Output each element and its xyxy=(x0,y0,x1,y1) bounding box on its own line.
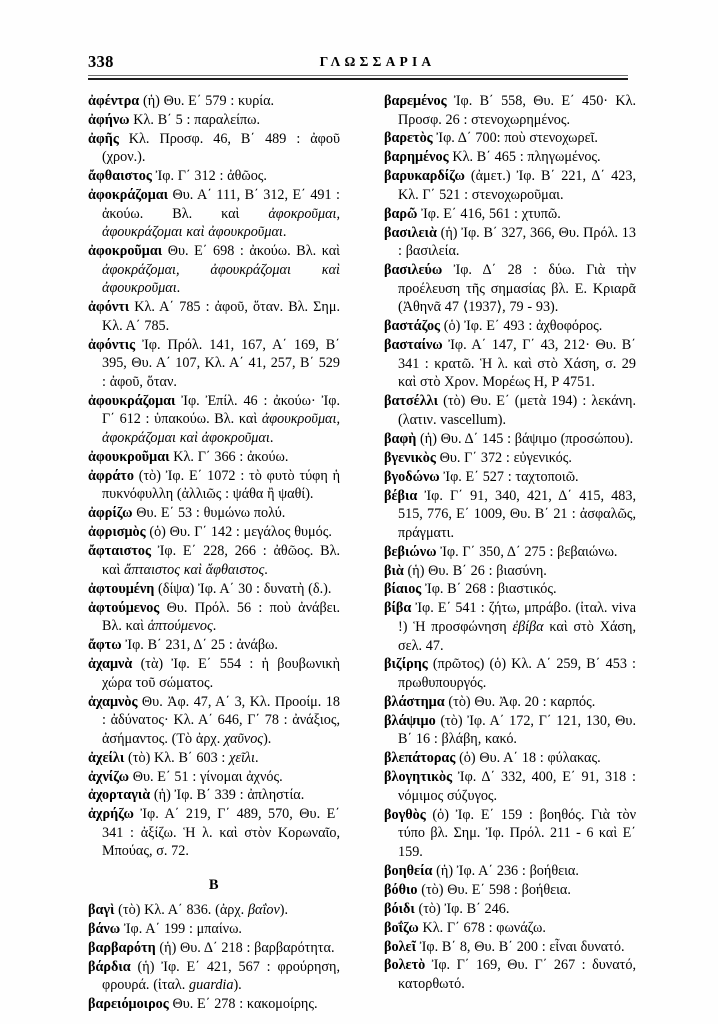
entry-cross-reference: ἀφουκροῦμαι, ἀφοκράζομαι καὶ ἀφοκροῦμαι xyxy=(102,411,340,446)
entry-cross-reference: ἁπτούμενος xyxy=(147,618,213,635)
entry-definition-tail: . xyxy=(255,749,259,766)
entry-definition: Ἰφ. Δ΄ 28 : δύω. Γιὰ τὴν προέλευση τῆς σημασίας βλ. Ε. Κριαρᾶ (Ἀθηνᾶ 47 ⟨1937⟩, 79 - 93). xyxy=(398,262,636,316)
entry-headword: ἀχρήζω xyxy=(88,806,134,823)
entry-headword: ἀφόντι xyxy=(88,299,130,316)
entry-headword: βγοδώνω xyxy=(384,468,440,485)
letter-section-heading: Β xyxy=(208,877,220,894)
entry-definition: Θυ. Πρόλ. 56 : ποὺ ἀνάβει. Βλ. καὶ xyxy=(102,599,340,635)
glossary-entry xyxy=(88,901,340,920)
entry-definition: Ἰφ. Δ΄ 332, 400, Ε΄ 91, 318 : νόμιμος σύζυγος. xyxy=(398,769,636,804)
glossary-entry xyxy=(88,768,340,787)
glossary-entry xyxy=(384,205,636,224)
glossary-entry xyxy=(88,167,340,186)
entry-headword: βογθὸς xyxy=(384,806,426,823)
glossary-entry xyxy=(88,580,340,599)
entry-definition: Ἰφ. Γ΄ 169, Θυ. Γ΄ 267 : δυνατό, κατορθωτό. xyxy=(398,957,636,993)
entry-definition: Κλ. Β΄ 465 : πληγωμένος. xyxy=(448,149,601,166)
entry-definition: Κλ. Γ΄ 678 : φωνάζω. xyxy=(418,919,546,936)
glossary-entry xyxy=(88,655,340,692)
header-rule xyxy=(88,78,628,80)
entry-headword: βαφὴ xyxy=(384,430,417,447)
entry-cross-reference: χαῦνος xyxy=(224,730,264,747)
entry-headword: ἀφῆς xyxy=(88,130,119,147)
entry-headword: βοΐζω xyxy=(384,919,419,936)
entry-definition: (ἡ) Θυ. Δ΄ 218 : βαρβαρότητα. xyxy=(155,939,335,956)
glossary-entry xyxy=(384,487,636,543)
entry-definition: Ἰφ. Πρόλ. 141, 167, Α΄ 169, Β΄ 395, Θυ. Α΄ 107, Κλ. Α΄ 41, 257, Β΄ 529 : ἀφοῦ, ὅταν. xyxy=(102,336,340,390)
glossary-entry xyxy=(384,543,636,562)
entry-headword: βαρημένος xyxy=(384,149,449,166)
glossary-entry xyxy=(88,920,340,939)
glossary-entry xyxy=(384,562,636,581)
glossary-entry xyxy=(88,805,340,861)
entry-headword: βεβιώνω xyxy=(384,543,437,560)
glossary-entry xyxy=(384,881,636,900)
entry-definition: (ἡ) Θυ. Β΄ 26 : βιασύνη. xyxy=(403,562,547,579)
glossary-entry xyxy=(384,317,636,336)
entry-definition: (ἡ) Ἰφ. Ε΄ 421, 567 : φρούρηση, φρουρά. (ἰταλ. xyxy=(102,958,340,994)
entry-definition: Κλ. Γ΄ 366 : ἀκούω. xyxy=(169,448,289,465)
left-column xyxy=(88,92,340,1014)
glossary-entry xyxy=(88,130,340,167)
glossary-entry xyxy=(88,749,340,768)
entry-headword: βάνω xyxy=(88,920,121,937)
entry-definition: Θυ. Ε΄ 278 : κακομοίρης. xyxy=(168,996,318,1013)
entry-definition: Ἰφ. Γ΄ 312 : ἀθῶος. xyxy=(151,168,267,185)
entry-headword: βαρυκαρδίζω xyxy=(384,168,465,185)
glossary-entry xyxy=(384,749,636,768)
right-column-entries xyxy=(384,92,636,994)
entry-definition: (ἡ) Θυ. Δ΄ 145 : βάψιμο (προσώπου). xyxy=(416,430,634,447)
entry-headword: βγενικὸς xyxy=(384,449,436,466)
entry-headword: βάρδια xyxy=(88,958,131,975)
entry-headword: βέβια xyxy=(384,487,418,504)
running-head-title: ΓΛΩΣΣΑΡΙΑ xyxy=(319,54,436,69)
entry-definition: (τὸ) Ἰφ. Α΄ 172, Γ΄ 121, 130, Θυ. Β΄ 16 : βλάβη, κακό. xyxy=(398,712,636,748)
page-number: 338 xyxy=(88,52,114,71)
entry-definition-tail: . xyxy=(212,618,217,635)
entry-definition: Ἰφ. Ε΄ 228, 266 : ἀθῶος. Βλ. καὶ xyxy=(102,543,340,578)
entry-definition: (ὁ) Ἰφ. Ε΄ 493 : ἀχθοφόρος. xyxy=(440,318,603,335)
glossary-entry xyxy=(88,392,340,448)
entry-headword: βασταίνω xyxy=(384,337,443,354)
entry-headword: ἀφρίζω xyxy=(88,505,133,522)
header-rule-thin xyxy=(88,75,628,76)
glossary-entry xyxy=(384,919,636,938)
entry-headword: ἀχαμνὰ xyxy=(88,656,133,673)
entry-definition: (ἡ) Θυ. Ε΄ 579 : κυρία. xyxy=(139,93,275,109)
entry-cross-reference: guardia xyxy=(189,977,234,994)
entry-definition: Ἰφ. Β΄ 558, Θυ. Ε΄ 450· Κλ. Προσφ. 26 : στενοχωρημένος. xyxy=(398,93,636,128)
glossary-entry xyxy=(88,111,340,130)
entry-headword: βιζίρης xyxy=(384,656,428,673)
glossary-entry xyxy=(384,449,636,468)
entry-definition: Ἰφ. Γ΄ 91, 340, 421, Δ΄ 415, 483, 515, 776, Ε΄ 1009, Θυ. Β΄ 21 : ἀσφαλῶς, πράγματι. xyxy=(398,487,636,541)
glossary-entry xyxy=(384,599,636,655)
glossary-entry xyxy=(88,298,340,335)
entry-definition-tail: ). xyxy=(263,730,272,747)
glossary-entry xyxy=(88,542,340,579)
glossary-entry xyxy=(88,995,340,1014)
entry-definition: Θυ. Α΄ 111, Β΄ 312, Ε΄ 491 : ἀκούω. Βλ. καὶ xyxy=(102,187,340,222)
entry-definition: Ἰφ. Ἐπίλ. 46 : ἀκούω· Ἰφ. Γ΄ 612 : ὑπακούω. Βλ. καὶ xyxy=(102,392,340,428)
entry-definition: Θυ. Ε΄ 53 : θυμώνω πολύ. xyxy=(132,505,286,522)
glossary-entry xyxy=(384,712,636,749)
glossary-entry xyxy=(384,430,636,449)
glossary-entry xyxy=(384,392,636,429)
entry-definition: Ἰφ. Ε΄ 416, 561 : χτυπῶ. xyxy=(417,205,561,222)
glossary-entry xyxy=(384,806,636,862)
glossary-entry xyxy=(384,92,636,129)
entry-definition-tail: . xyxy=(176,280,181,297)
entry-headword: ἀφρισμὸς xyxy=(88,524,146,541)
entry-headword: ἀφοκροῦμαι xyxy=(88,243,163,260)
glossary-entry xyxy=(88,467,340,504)
entry-definition: Κλ. Προσφ. 46, Β΄ 489 : ἀφοῦ (χρον.). xyxy=(102,130,340,166)
entry-cross-reference: ἀφοκράζομαι, ἀφουκράζομαι καὶ ἀφουκροῦμαι xyxy=(102,261,340,297)
entry-headword: ἀχείλι xyxy=(88,749,125,766)
glossary-entry xyxy=(384,900,636,919)
entry-headword: βατσέλλι xyxy=(384,393,439,410)
entry-definition-tail: . xyxy=(269,429,274,446)
glossary-entry xyxy=(384,167,636,204)
glossary-entry xyxy=(88,336,340,392)
entry-definition: Ἰφ. Ε΄ 541 : ζήτω, μπράβο. (ἰταλ. viva !) Ἡ προσφώνηση xyxy=(398,600,636,635)
entry-headword: ἀφουκροῦμαι xyxy=(88,448,170,465)
entry-headword: ἀφοκράζομαι xyxy=(88,187,169,204)
entry-headword: βαρειόμοιρος xyxy=(88,996,169,1013)
entry-definition: (τὸ) Θυ. Ε΄ 598 : βοήθεια. xyxy=(417,881,571,898)
glossary-entry xyxy=(384,655,636,692)
entry-definition: (δίψα) Ἰφ. Α΄ 30 : δυνατὴ (δ.). xyxy=(154,580,332,597)
entry-definition-tail: καὶ στὸ Χάση, σελ. 47. xyxy=(398,618,636,654)
entry-headword: βασιλειὰ xyxy=(384,224,437,241)
entry-cross-reference: χεῖλι xyxy=(229,749,255,766)
entry-headword: ἄφθαιστος xyxy=(88,168,152,185)
entry-headword: βλάψιμο xyxy=(384,712,436,729)
entry-headword: ἀχνίζω xyxy=(88,768,129,785)
glossary-entry xyxy=(384,468,636,487)
entry-definition-tail: . xyxy=(264,561,268,578)
entry-headword: ἀφτούμενος xyxy=(88,599,160,616)
entry-definition: Ἰφ. Α΄ 147, Γ΄ 43, 212· Θυ. Β΄ 341 : κρατῶ. Ἡ λ. καὶ στὸ Χάση, σ. 29 καὶ στὸ Χρον. Μορέως Η, Ρ 4751. xyxy=(398,337,636,391)
entry-headword: ἀφέντρα xyxy=(88,93,140,109)
entry-headword: βαρβαρότη xyxy=(88,939,156,956)
glossary-entry xyxy=(384,580,636,599)
glossary-entry xyxy=(88,186,340,242)
entry-definition: Ἰφ. Α΄ 219, Γ΄ 489, 570, Θυ. Ε΄ 341 : ἀξίζω. Ἡ λ. καὶ στὸν Κορωναῖο, Μπούας, σ. 72. xyxy=(102,806,340,860)
glossary-entry xyxy=(88,786,340,805)
entry-headword: ἄφταιστος xyxy=(88,543,151,560)
glossary-entry xyxy=(88,939,340,958)
entry-cross-reference: ἐβίβα xyxy=(512,618,544,635)
entry-definition: Θυ. Ἀφ. 47, Α΄ 3, Κλ. Προοίμ. 18 : ἀδύνατος· Κλ. Α΄ 646, Γ΄ 78 : ἀνάξιος, ἀσήμαντος. (Τὸ ἀρχ. xyxy=(102,693,340,747)
glossary-entry xyxy=(384,956,636,993)
glossary-entry xyxy=(384,862,636,881)
entry-headword: βαγὶ xyxy=(88,902,115,919)
entry-definition-tail: ). xyxy=(279,902,289,919)
entry-headword: βολεῖ xyxy=(384,938,416,955)
entry-headword: ἀφράτο xyxy=(88,467,134,484)
entry-headword: ἀχορταγιὰ xyxy=(88,787,151,804)
entry-definition: (ἡ) Ἰφ. Α΄ 236 : βοήθεια. xyxy=(432,862,579,879)
glossary-entry xyxy=(384,938,636,957)
entry-definition: (ἡ) Ἰφ. Β΄ 339 : ἀπληστία. xyxy=(150,787,305,804)
entry-definition: (τὸ) Ἰφ. Ε΄ 1072 : τὸ φυτὸ τύφη ἡ πυκνόφυλλη (ἀλλιῶς : ψάθα ἢ ψαθί). xyxy=(102,467,340,503)
left-column-entries-b xyxy=(88,901,340,1014)
entry-definition: (τὸ) Ἰφ. Β΄ 246. xyxy=(414,900,510,917)
right-column xyxy=(384,92,636,1014)
entry-headword: ἀφτουμένη xyxy=(88,580,155,597)
entry-headword: βόθιο xyxy=(384,881,418,898)
entry-definition: (τὸ) Θυ. Ε΄ (μετὰ 194) : λεκάνη. (λατιν. vascellum). xyxy=(398,393,636,428)
entry-headword: βοηθεία xyxy=(384,862,433,879)
entry-headword: βαρῶ xyxy=(384,205,418,222)
glossary-entry xyxy=(384,768,636,805)
glossary-entry xyxy=(88,523,340,542)
entry-definition: Ἰφ. Γ΄ 350, Δ΄ 275 : βεβαιώνω. xyxy=(436,543,618,560)
entry-definition: (τὰ) Ἰφ. Ε΄ 554 : ἡ βουβωνικὴ χώρα τοῦ σώματος. xyxy=(102,656,340,691)
glossary-entry xyxy=(88,92,340,111)
left-column-entries-a xyxy=(88,92,340,861)
glossary-entry xyxy=(88,958,340,995)
entry-headword: βλάστημα xyxy=(384,693,445,710)
entry-definition: (τὸ) Κλ. Β΄ 603 : xyxy=(124,749,230,766)
glossary-entry xyxy=(88,242,340,298)
entry-definition: Ἰφ. Β΄ 8, Θυ. Β΄ 200 : εἶναι δυνατό. xyxy=(416,938,625,955)
entry-definition: (ὁ) Ἰφ. Ε΄ 159 : βοηθός. Γιὰ τὸν τύπο βλ. Σημ. Ἰφ. Πρόλ. 211 - 6 καὶ Ε΄ 159. xyxy=(398,806,636,860)
entry-headword: ἀφουκράζομαι xyxy=(88,392,176,409)
entry-definition: Θυ. Ε΄ 51 : γίνομαι ἀχνός. xyxy=(128,768,283,785)
entry-definition: (πρῶτος) (ὁ) Κλ. Α΄ 259, Β΄ 453 : πρωθυπουργός. xyxy=(398,656,636,691)
entry-definition: Κλ. Α΄ 785 : ἀφοῦ, ὅταν. Βλ. Σημ. Κλ. Α΄ 785. xyxy=(102,299,340,334)
glossary-entry xyxy=(384,336,636,392)
entry-definition: Θυ. Ε΄ 698 : ἀκούω. Βλ. καὶ xyxy=(162,243,340,260)
glossary-entry xyxy=(384,148,636,167)
glossary-entry xyxy=(384,129,636,148)
entry-headword: βασιλεύω xyxy=(384,262,443,279)
entry-headword: ἀφόντις xyxy=(88,336,136,353)
entry-headword: ἄφτω xyxy=(88,637,122,654)
entry-headword: βόιδι xyxy=(384,900,415,917)
entry-headword: βλογητικὸς xyxy=(384,769,453,786)
entry-definition-tail: ). xyxy=(233,977,242,994)
entry-definition: Ἰφ. Β΄ 268 : βιαστικός. xyxy=(421,581,557,598)
entry-definition: (τὸ) Κλ. Α΄ 836. (ἀρχ. xyxy=(114,902,248,919)
entry-definition: Ἰφ. Α΄ 199 : μπαίνω. xyxy=(120,920,242,937)
glossary-entry xyxy=(88,504,340,523)
entry-cross-reference: ἄπταιστος καὶ ἄφθαιστος xyxy=(124,561,265,578)
entry-definition: Κλ. Β΄ 5 : παραλείπω. xyxy=(129,111,260,128)
entry-headword: βίαιος xyxy=(384,581,422,598)
entry-cross-reference: ἀφοκροῦμαι, ἀφουκράζομαι καὶ ἀφουκροῦμαι xyxy=(102,205,340,241)
entry-definition: Ἰφ. Ε΄ 527 : ταχτοποιῶ. xyxy=(439,468,579,485)
entry-headword: βαρεμένος xyxy=(384,93,447,109)
glossary-entry xyxy=(88,599,340,636)
glossary-entry xyxy=(384,693,636,712)
entry-definition: (ἀμετ.) Ἰφ. Β΄ 221, Δ΄ 423, Κλ. Γ΄ 521 : στενοχωροῦμαι. xyxy=(398,168,636,203)
entry-headword: βαστάζος xyxy=(384,318,441,335)
entry-definition: Ἰφ. Β΄ 231, Δ΄ 25 : ἀνάβω. xyxy=(121,637,278,654)
entry-definition: (τὸ) Θυ. Ἀφ. 20 : καρπός. xyxy=(444,693,596,710)
entry-definition: Ἰφ. Δ΄ 700: ποὺ στενοχωρεῖ. xyxy=(432,130,598,147)
glossary-entry xyxy=(88,636,340,655)
entry-definition-tail: . xyxy=(282,224,287,241)
entry-definition: (ὁ) Θυ. Γ΄ 142 : μεγάλος θυμός. xyxy=(145,524,332,541)
glossary-columns xyxy=(88,92,636,1014)
entry-headword: βίβα xyxy=(384,600,412,617)
glossary-entry xyxy=(88,448,340,467)
glossary-entry xyxy=(88,693,340,749)
entry-cross-reference: βαΐον xyxy=(247,902,280,919)
glossary-entry xyxy=(384,261,636,317)
entry-definition: (ἡ) Ἰφ. Β΄ 327, 366, Θυ. Πρόλ. 13 : βασιλεία. xyxy=(398,224,636,260)
entry-definition: Θυ. Γ΄ 372 : εὐγενικός. xyxy=(435,449,572,466)
entry-headword: βολετὸ xyxy=(384,957,426,974)
entry-headword: ἀφήνω xyxy=(88,111,130,128)
entry-headword: βιὰ xyxy=(384,562,404,579)
entry-definition: (ὁ) Θυ. Α΄ 18 : φύλακας. xyxy=(455,750,601,767)
entry-headword: ἀχαμνὸς xyxy=(88,693,138,710)
entry-headword: βλεπάτορας xyxy=(384,750,456,767)
entry-headword: βαρετὸς xyxy=(384,130,433,147)
glossary-entry xyxy=(384,224,636,261)
